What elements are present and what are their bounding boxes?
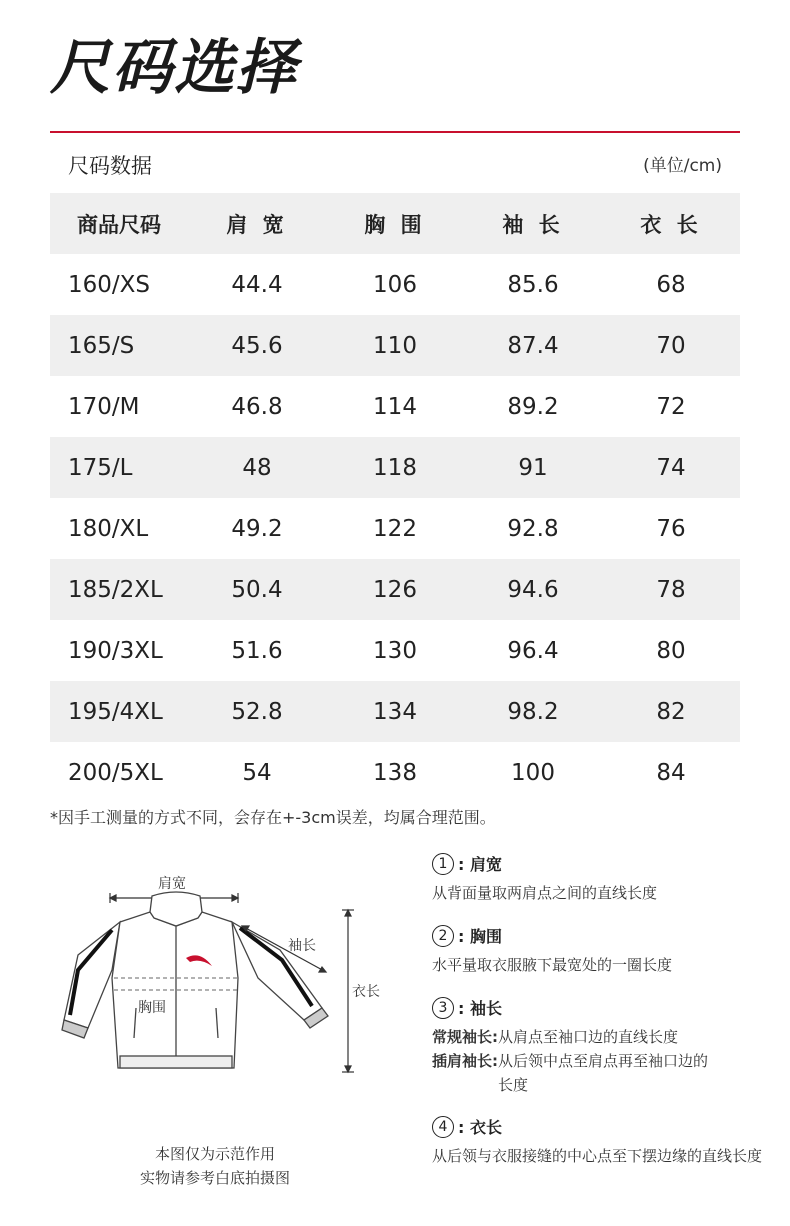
jacket-diagram xyxy=(50,860,390,1090)
table-row xyxy=(50,254,740,315)
cell-sleeve: 96.4 xyxy=(507,637,559,664)
number-badge: 4 xyxy=(432,1116,454,1138)
cell-shoulder: 46.8 xyxy=(231,393,283,420)
cell-sleeve: 98.2 xyxy=(507,698,559,725)
cell-sleeve: 87.4 xyxy=(507,332,559,359)
cell-length: 68 xyxy=(656,271,686,298)
cell-length: 82 xyxy=(656,698,686,725)
cell-size: 200/5XL xyxy=(68,759,163,786)
cell-sleeve: 100 xyxy=(511,759,555,786)
table-row xyxy=(50,742,740,803)
cell-chest: 138 xyxy=(373,759,417,786)
sleeve-raglan-row xyxy=(432,1049,762,1097)
table-header-row xyxy=(50,193,740,254)
definition-head xyxy=(432,924,762,947)
cell-shoulder: 52.8 xyxy=(231,698,283,725)
sleeve-regular-row xyxy=(432,1025,762,1049)
length-label: 衣长 xyxy=(352,984,380,1000)
definition-head xyxy=(432,1115,762,1138)
definition-sleeve xyxy=(432,996,762,1097)
sleeve-raglan-label: 插肩袖长: xyxy=(432,1052,498,1070)
definition-title: : 衣长 xyxy=(458,1118,502,1137)
cell-sleeve: 92.8 xyxy=(507,515,559,542)
table-row xyxy=(50,437,740,498)
diagram-caption-line2: 实物请参考白底拍摄图 xyxy=(139,1169,290,1187)
cell-sleeve: 85.6 xyxy=(507,271,559,298)
cell-size: 160/XS xyxy=(68,271,151,298)
cell-length: 84 xyxy=(656,759,686,786)
sleeve-regular-label: 常规袖长: xyxy=(432,1028,498,1046)
chest-label: 胸围 xyxy=(138,1000,166,1016)
table-row xyxy=(50,681,740,742)
definition-text: 水平量取衣服腋下最宽处的一圈长度 xyxy=(432,956,673,974)
number-badge: 3 xyxy=(432,997,454,1019)
cell-chest: 126 xyxy=(373,576,417,603)
page-title: 尺码选择 xyxy=(50,33,298,103)
cell-sleeve: 91 xyxy=(518,454,548,481)
header-chest: 胸 围 xyxy=(364,212,426,237)
table-row xyxy=(50,376,740,437)
cell-shoulder: 54 xyxy=(242,759,272,786)
table-row xyxy=(50,498,740,559)
cell-chest: 110 xyxy=(373,332,417,359)
table-row xyxy=(50,559,740,620)
definition-head xyxy=(432,852,762,875)
section-subtitle: 尺码数据 xyxy=(68,154,152,178)
cell-shoulder: 48 xyxy=(242,454,272,481)
cell-length: 74 xyxy=(656,454,686,481)
cell-shoulder: 51.6 xyxy=(231,637,283,664)
cell-shoulder: 45.6 xyxy=(231,332,283,359)
definition-text: 从后领与衣服接缝的中心点至下摆边缘的直线长度 xyxy=(432,1147,763,1165)
definition-title: : 袖长 xyxy=(458,999,502,1018)
table-row xyxy=(50,315,740,376)
cell-chest: 114 xyxy=(373,393,417,420)
cell-chest: 118 xyxy=(373,454,417,481)
cell-length: 80 xyxy=(656,637,686,664)
sleeve-regular-text: 从肩点至袖口边的直线长度 xyxy=(498,1028,679,1046)
definition-title: : 胸围 xyxy=(458,927,502,946)
cell-size: 190/3XL xyxy=(68,637,163,664)
header-length: 衣 长 xyxy=(640,212,702,237)
cell-sleeve: 89.2 xyxy=(507,393,559,420)
cell-length: 70 xyxy=(656,332,686,359)
number-badge: 2 xyxy=(432,925,454,947)
cell-size: 185/2XL xyxy=(68,576,163,603)
cell-shoulder: 50.4 xyxy=(231,576,283,603)
cell-shoulder: 49.2 xyxy=(231,515,283,542)
cell-sleeve: 94.6 xyxy=(507,576,559,603)
cell-size: 170/M xyxy=(68,393,140,420)
header-size: 商品尺码 xyxy=(77,212,161,237)
measurement-note: *因手工测量的方式不同，会存在+-3cm误差，均属合理范围。 xyxy=(50,808,496,827)
cell-chest: 134 xyxy=(373,698,417,725)
cell-size: 180/XL xyxy=(68,515,149,542)
sleeve-raglan-text: 从后领中点至肩点再至袖口边的长度 xyxy=(498,1052,709,1094)
shoulder-label: 肩宽 xyxy=(158,876,186,892)
cell-length: 72 xyxy=(656,393,686,420)
title-divider xyxy=(50,131,740,133)
definition-shoulder xyxy=(432,852,762,905)
cell-shoulder: 44.4 xyxy=(231,271,283,298)
number-badge: 1 xyxy=(432,853,454,875)
definition-title: : 肩宽 xyxy=(458,855,502,874)
cell-size: 175/L xyxy=(68,454,133,481)
size-table xyxy=(50,193,740,803)
table-row xyxy=(50,620,740,681)
jacket-illustration xyxy=(62,892,328,1068)
diagram-caption-line1: 本图仅为示范作用 xyxy=(154,1145,275,1163)
cell-size: 195/4XL xyxy=(68,698,163,725)
definition-chest xyxy=(432,924,762,977)
definition-length xyxy=(432,1115,762,1168)
header-sleeve: 袖 长 xyxy=(502,212,564,237)
cell-size: 165/S xyxy=(68,332,135,359)
definition-body xyxy=(432,1025,762,1097)
definition-head xyxy=(432,996,762,1019)
sleeve-label: 袖长 xyxy=(288,938,316,954)
cell-length: 78 xyxy=(656,576,686,603)
cell-chest: 130 xyxy=(373,637,417,664)
definition-text: 从背面量取两肩点之间的直线长度 xyxy=(432,884,658,902)
cell-chest: 122 xyxy=(373,515,417,542)
unit-label: (单位/cm) xyxy=(643,156,722,176)
cell-chest: 106 xyxy=(373,271,417,298)
header-shoulder: 肩 宽 xyxy=(226,212,288,237)
cell-length: 76 xyxy=(656,515,686,542)
